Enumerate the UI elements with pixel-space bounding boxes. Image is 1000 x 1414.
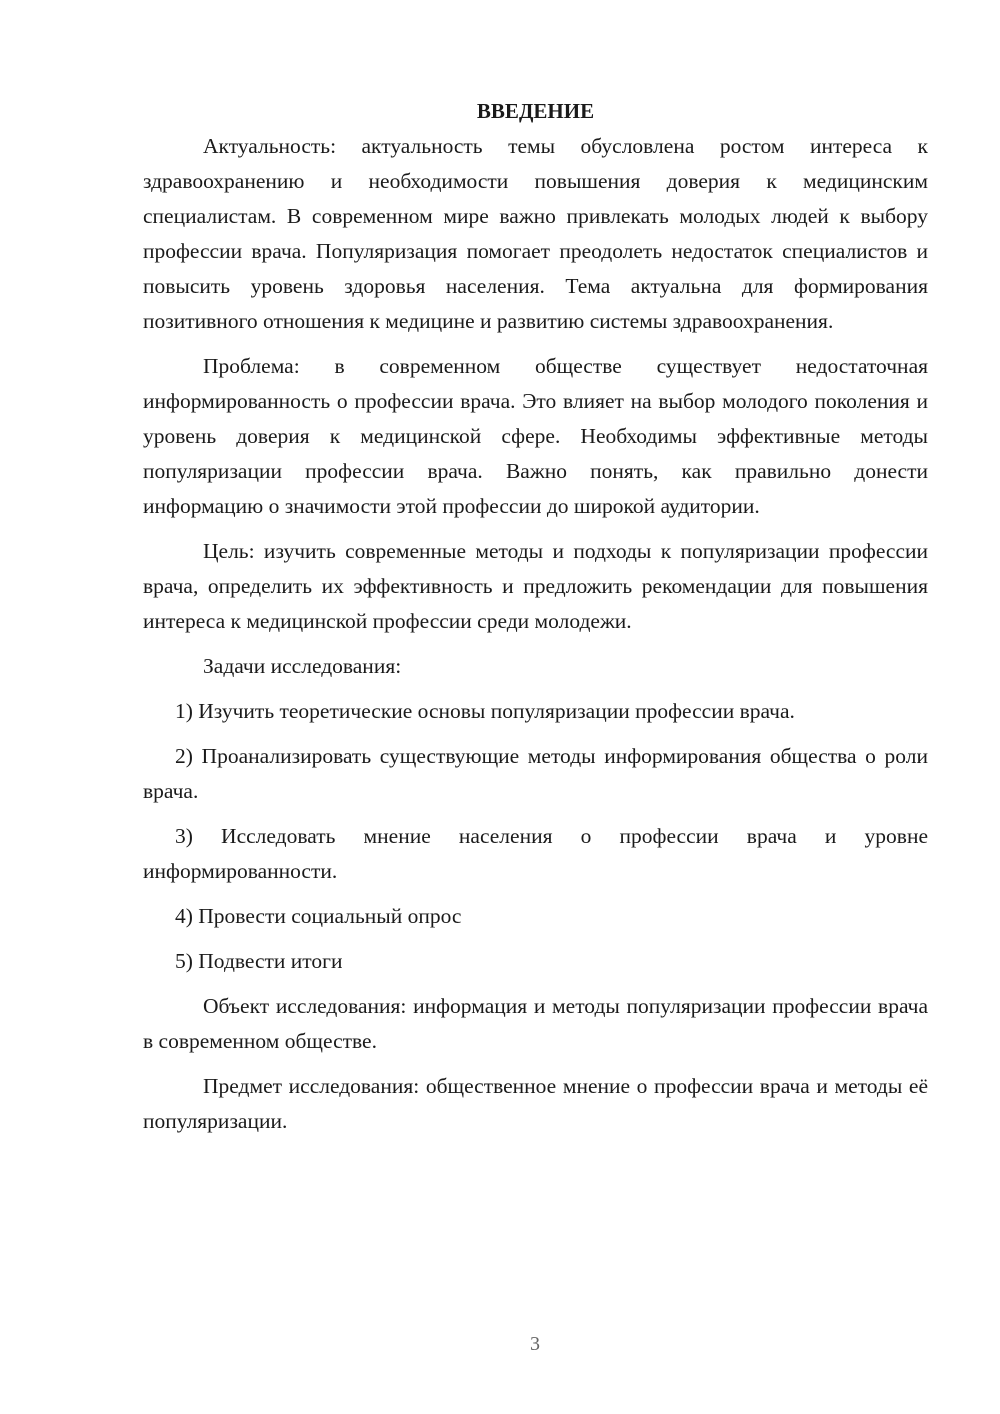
tasks-title: Задачи исследования: xyxy=(203,654,402,678)
paragraph-subject: Предмет исследования: общественное мнение о профессии врача и методы её популяризации. xyxy=(143,1074,928,1133)
list-item: 3) Исследовать мнение населения о профессии врача и уровне информированности. xyxy=(143,824,928,883)
paragraph-object: Объект исследования: информация и методы популяризации профессии врача в современном обществе. xyxy=(143,994,928,1053)
page-title: ВВЕДЕНИЕ xyxy=(476,99,595,123)
list-item: 1) Изучить теоретические основы популяризации профессии врача. xyxy=(175,699,795,723)
paragraph-goal: Цель: изучить современные методы и подходы к популяризации профессии врача, определить их эффективность и предложить рекомендации для повышения интереса к медицинской профессии среди молодежи. xyxy=(143,539,928,633)
document-page xyxy=(143,94,928,1139)
list-item: 4) Провести социальный опрос xyxy=(175,904,462,928)
paragraph-relevance: Актуальность: актуальность темы обусловлена ростом интереса к здравоохранению и необходимости повышения доверия к медицинским специалистам. В современном мире важно привлекать молодых людей к выбору профессии врача. Популяризация помогает преодолеть недостаток специалистов и повысить уровень здоровья населения. Тема актуальна для формирования позитивного отношения к медицине и развитию системы здравоохранения. xyxy=(143,134,928,333)
list-item: 2) Проанализировать существующие методы информирования общества о роли врача. xyxy=(143,744,928,803)
page-number: 3 xyxy=(530,1333,540,1355)
paragraph-problem: Проблема: в современном обществе существует недостаточная информированность о профессии врача. Это влияет на выбор молодого поколения и уровень доверия к медицинской сфере. Необходимы эффективные методы популяризации профессии врача. Важно понять, как правильно донести информацию о значимости этой профессии до широкой аудитории. xyxy=(143,354,928,518)
list-item: 5) Подвести итоги xyxy=(175,949,343,973)
